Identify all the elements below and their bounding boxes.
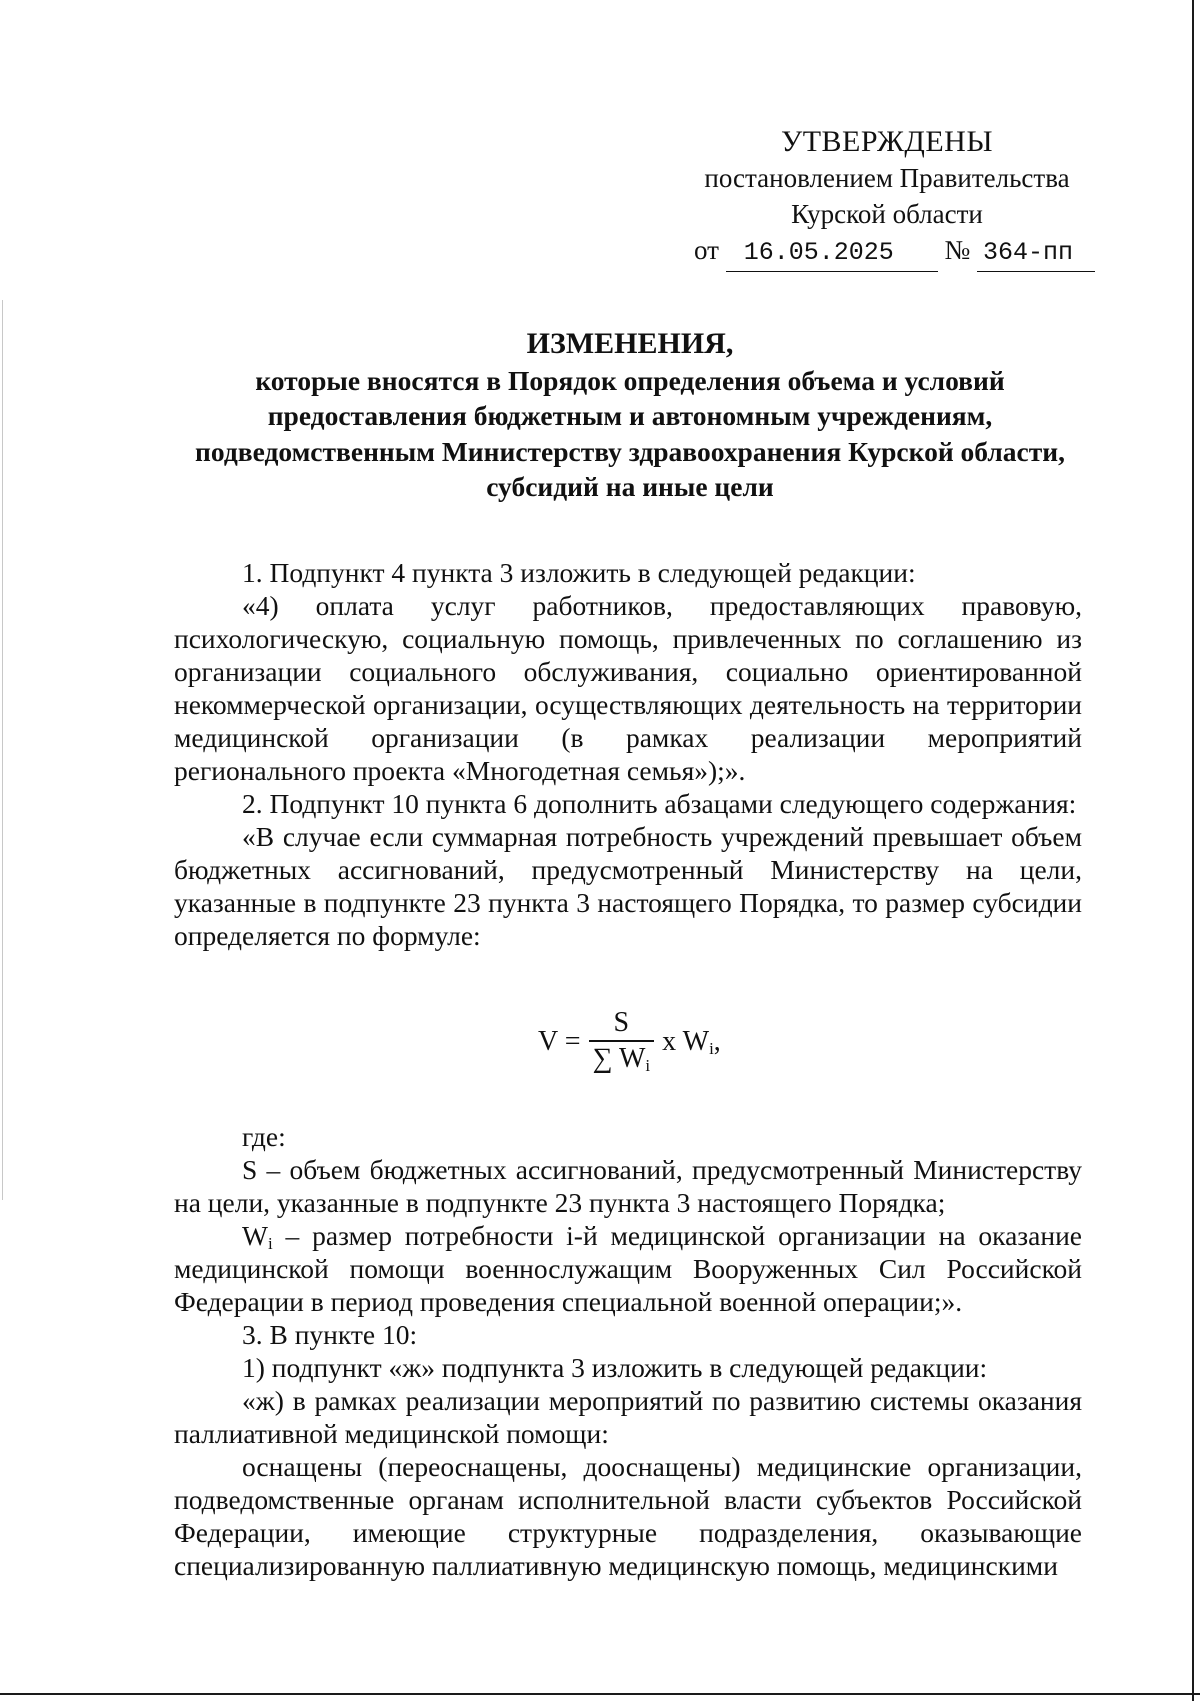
- approval-number: 364-пп: [977, 235, 1095, 272]
- title-line-2: предоставления бюджетным и автономным учреждениям,: [267, 400, 993, 431]
- paragraph-7-text: – размер потребности i-й медицинской организации на оказание медицинской помощи военнослужащим Вооруженных Сил Российской Федерации в период проведения специальной военной операции;».: [174, 1220, 1082, 1317]
- paragraph-2: «4) оплата услуг работников, предоставляющих правовую, психологическую, социальную помощь, привлеченных по соглашению из организации социального обслуживания, социально ориентированной некоммерческой организации, осуществляющих деятельность на территории медицинской организации (в рамках реализации мероприятий регионального проекта «Многодетная семья»);».: [174, 590, 1082, 786]
- scan-edge-right: [1192, 0, 1194, 1701]
- document-body: [174, 556, 1082, 1582]
- paragraph-4: «В случае если суммарная потребность учреждений превышает объем бюджетных ассигнований, предусмотренный Министерству на цели, указанные в подпункте 23 пункта 3 настоящего Порядка, то размер субсидии определяется по формуле:: [174, 821, 1082, 951]
- formula: [174, 952, 1082, 1120]
- multiplier-subscript: i: [709, 1038, 714, 1058]
- title-main: ИЗМЕНЕНИЯ,: [526, 327, 734, 360]
- paragraph-1: 1. Подпункт 4 пункта 3 изложить в следующей редакции:: [242, 557, 916, 588]
- paragraph-3: 2. Подпункт 10 пункта 6 дополнить абзацами следующего содержания:: [242, 788, 1077, 819]
- approval-line-2: Курской области: [791, 199, 983, 229]
- formula-fraction: [589, 1008, 655, 1074]
- variable-w: W: [242, 1220, 268, 1251]
- title-line-1: которые вносятся в Порядок определения объема и условий: [255, 364, 1005, 396]
- denominator-subscript: i: [645, 1056, 651, 1075]
- approval-stamp: [692, 124, 1082, 272]
- paragraph-6: S – объем бюджетных ассигнований, предусмотренный Министерству на цели, указанные в подпункте 23 пункта 3 настоящего Порядка;: [174, 1154, 1082, 1218]
- paragraph-5: где:: [242, 1121, 286, 1152]
- date-prefix: от: [694, 235, 719, 265]
- approval-line-1: постановлением Правительства: [704, 163, 1070, 193]
- scan-edge-bottom: [0, 1693, 1200, 1695]
- fraction-bar: [589, 1040, 655, 1042]
- paragraph-10: «ж) в рамках реализации мероприятий по развитию системы оказания паллиативной медицинской помощи:: [174, 1385, 1082, 1449]
- formula-denominator: [589, 1044, 655, 1074]
- title-line-3: подведомственным Министерству здравоохранения Курской области,: [195, 435, 1065, 467]
- formula-tail: ,: [713, 1025, 721, 1057]
- formula-expression: [538, 1008, 721, 1074]
- paragraph-9: 1) подпункт «ж» подпункта 3 изложить в следующей редакции:: [242, 1352, 988, 1383]
- multiplier-term: x W: [662, 1025, 710, 1057]
- paragraph-7: [174, 1219, 1082, 1318]
- approval-date: 16.05.2025: [726, 235, 938, 272]
- document-title: [170, 326, 1090, 505]
- paragraph-8: 3. В пункте 10:: [242, 1319, 418, 1350]
- title-line-4: субсидий на иные цели: [486, 471, 774, 502]
- scan-edge-left: [2, 300, 3, 1200]
- variable-w-subscript: i: [267, 1234, 273, 1253]
- paragraph-11: оснащены (переоснащены, дооснащены) медицинские организации, подведомственные органам исполнительной власти субъектов Российской Федерации, имеющие структурные подразделения, оказывающие специализированную паллиативную медицинскую помощь, медицинскими: [174, 1451, 1082, 1581]
- approval-date-number-line: [692, 232, 1082, 272]
- denominator-sum: ∑ W: [592, 1043, 646, 1074]
- approved-heading: УТВЕРЖДЕНЫ: [780, 125, 994, 158]
- formula-multiplier: [662, 1025, 721, 1058]
- formula-lhs: V =: [538, 1025, 581, 1057]
- formula-numerator: S: [613, 1007, 630, 1038]
- number-prefix: №: [944, 235, 971, 265]
